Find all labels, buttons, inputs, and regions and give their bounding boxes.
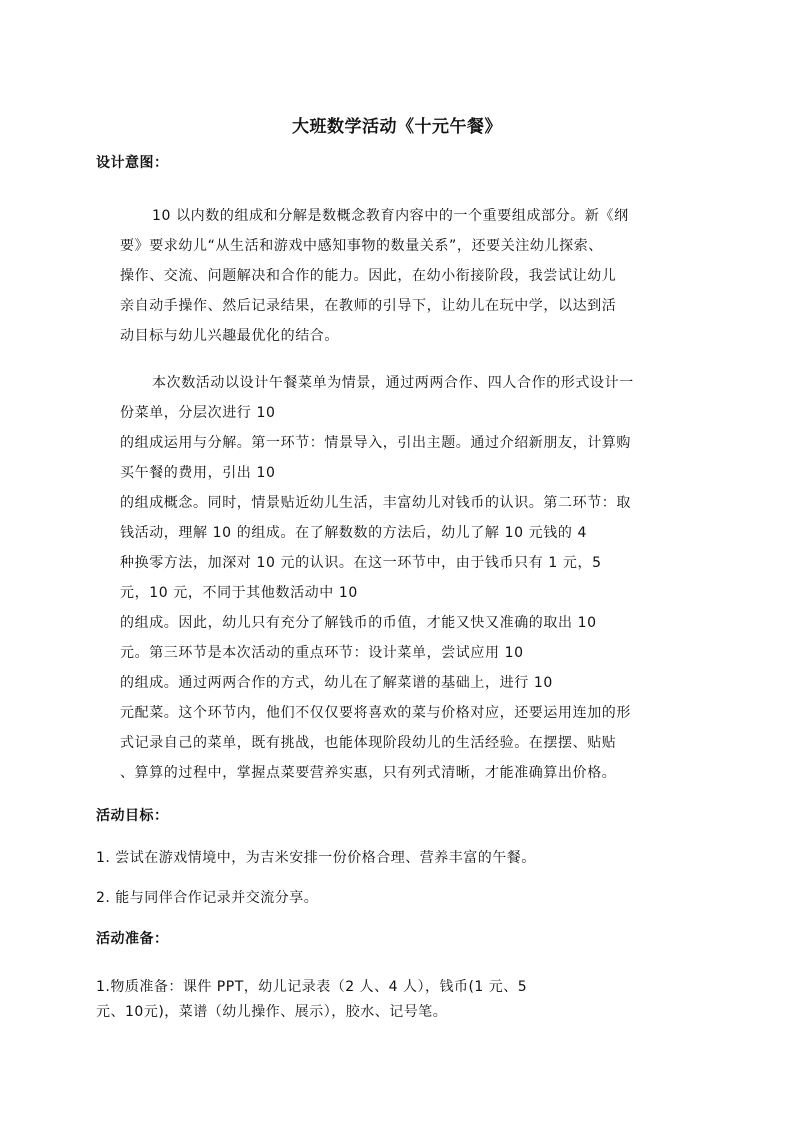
paragraph-line: 钱活动，理解 10 的组成。在了解数数的方法后，幼儿了解 10 元钱的 4 (120, 525, 587, 541)
goal-item: 2. 能与同伴合作记录并交流分享。 (96, 890, 319, 906)
paragraph-line: 的组成。因此，幼儿只有充分了解钱币的币值，才能又快又准确的取出 10 (120, 615, 597, 631)
paragraph-line: 10 以内数的组成和分解是数概念教育内容中的一个重要组成部分。新《纲 (152, 208, 629, 224)
paragraph-line: 份菜单，分层次进行 10 (120, 405, 276, 421)
paragraph-line: 买午餐的费用，引出 10 (120, 465, 276, 481)
paragraph-line: 元，10 元，不同于其他数活动中 10 (120, 585, 358, 601)
section-heading-preparation: 活动准备： (96, 931, 169, 947)
paragraph-line: 元。第三环节是本次活动的重点环节：设计菜单，尝试应用 10 (120, 645, 524, 661)
paragraph-line: 的组成概念。同时，情景贴近幼儿生活，丰富幼儿对钱币的认识。第二环节：取 (120, 495, 631, 511)
section-heading-design-intent: 设计意图： (96, 155, 169, 171)
paragraph-line: 、算算的过程中，掌握点菜要营养实惠，只有列式清晰，才能准确算出价格。 (120, 765, 617, 781)
document-title: 大班数学活动《十元午餐》 (292, 117, 502, 137)
paragraph-line: 亲自动手操作、然后记录结果，在教师的引导下，让幼儿在玩中学，以达到活 (120, 298, 617, 314)
paragraph-line: 的组成运用与分解。第一环节：情景导入，引出主题。通过介绍新朋友，计算购 (120, 435, 631, 451)
paragraph-line: 操作、交流、问题解决和合作的能力。因此，在幼小衔接阶段，我尝试让幼儿 (120, 268, 617, 284)
paragraph-line: 式记录自己的菜单，既有挑战，也能体现阶段幼儿的生活经验。在摆摆、贴贴 (120, 735, 617, 751)
paragraph-line: 元配菜。这个环节内，他们不仅仅要将喜欢的菜与价格对应，还要运用连加的形 (120, 705, 631, 721)
goal-item: 1. 尝试在游戏情境中，为吉米安排一份价格合理、营养丰富的午餐。 (96, 850, 536, 866)
paragraph-line: 本次数活动以设计午餐菜单为情景，通过两两合作、四人合作的形式设计一 (152, 375, 634, 391)
section-heading-goals: 活动目标： (96, 808, 169, 824)
preparation-item: 元、10元)，菜谱（幼儿操作、展示），胶水、记号笔。 (96, 1004, 448, 1020)
preparation-item: 1.物质准备：课件 PPT，幼儿记录表（2 人、4 人），钱币(1 元、5 (96, 979, 528, 995)
paragraph-line: 要》要求幼儿“从生活和游戏中感知事物的数量关系”，还要关注幼儿探索、 (120, 238, 603, 254)
paragraph-line: 种换零方法，加深对 10 元的认识。在这一环节中，由于钱币只有 1 元，5 (120, 555, 602, 571)
paragraph-line: 动目标与幼儿兴趣最优化的结合。 (120, 328, 339, 344)
paragraph-line: 的组成。通过两两合作的方式，幼儿在了解菜谱的基础上，进行 10 (120, 675, 553, 691)
